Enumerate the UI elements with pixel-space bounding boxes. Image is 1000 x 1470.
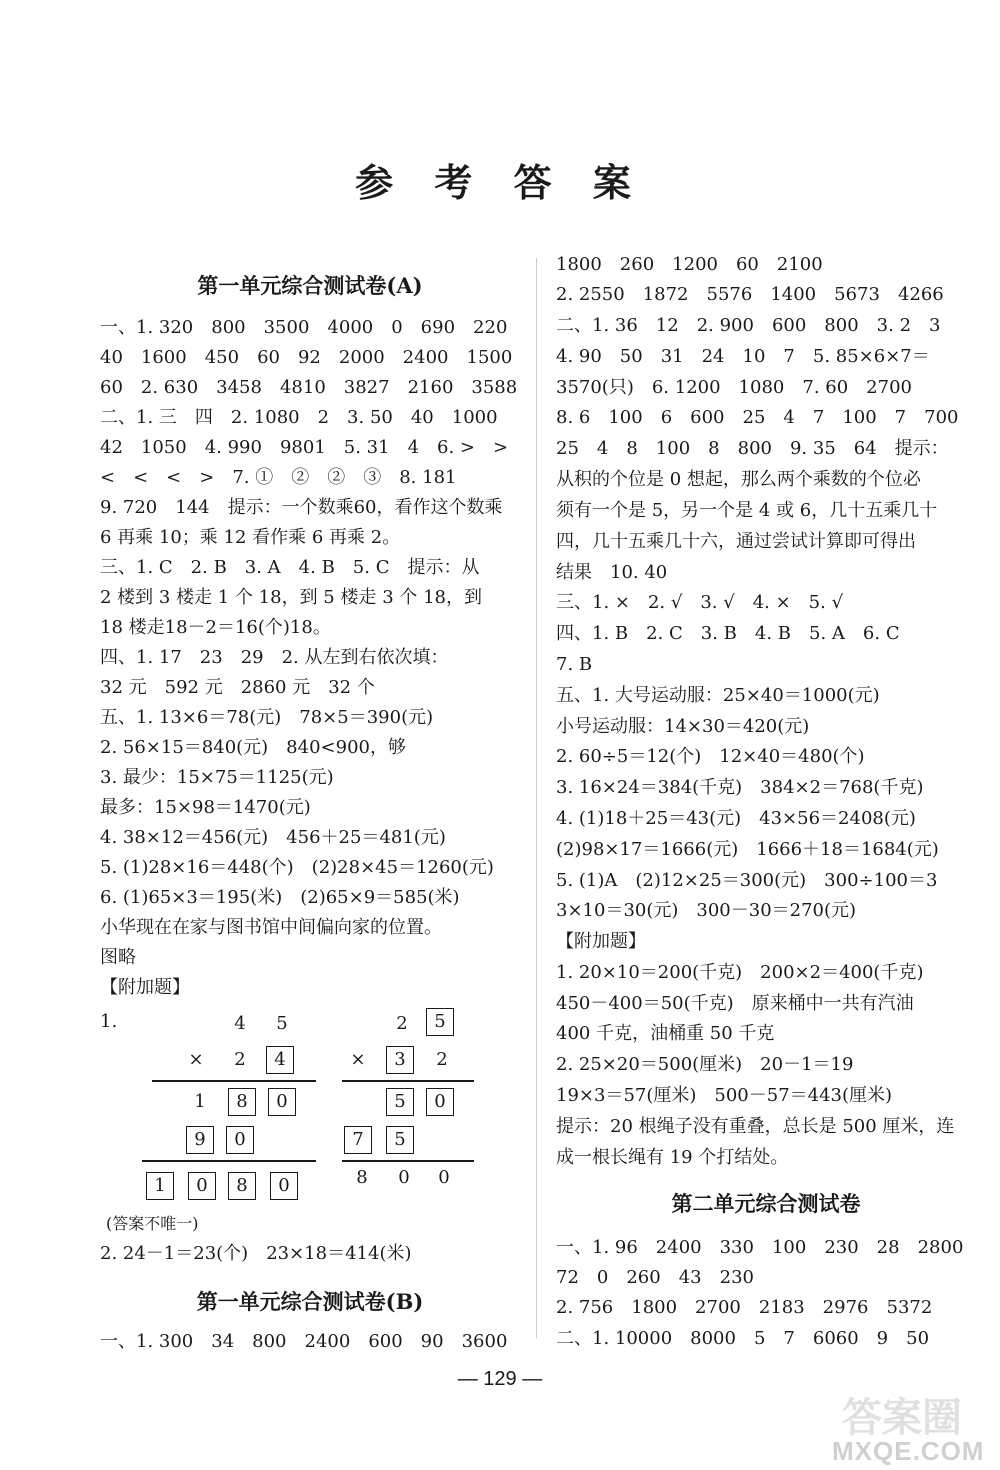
answer-line: 须有一个是 5，另一个是 4 或 6，几十五乘几十: [556, 500, 938, 521]
answer-line: 8. 6 100 6 600 25 4 7 100 7 700: [556, 407, 959, 428]
answer-box: 0: [426, 1088, 454, 1116]
answer-line: 1800 260 1200 60 2100: [556, 254, 823, 275]
watermark-logo: 答案圈: [842, 1395, 962, 1441]
answer-line: 7. B: [556, 654, 593, 675]
page-title: 参 考 答 案: [355, 160, 645, 205]
answer-box: 7: [344, 1126, 372, 1154]
calc-digit: 1: [194, 1091, 206, 1112]
answer-box: 9: [186, 1126, 214, 1154]
section-title-unit2: 第二单元综合测试卷: [671, 1191, 861, 1216]
calc-digit: 4: [234, 1013, 246, 1034]
answer-box: 3: [386, 1046, 414, 1074]
bonus-label: 1.: [100, 1011, 118, 1032]
calc-digit: 0: [398, 1167, 410, 1188]
answer-line: 图略: [100, 947, 136, 968]
answer-line: 五、1. 13×6＝78(元) 78×5＝390(元): [100, 707, 434, 728]
answer-line: 2 楼到 3 楼走 1 个 18，到 5 楼走 3 个 18，到: [100, 587, 483, 608]
answer-line: 2. 24－1＝23(个) 23×18＝414(米): [100, 1243, 412, 1264]
answer-line: 4. (1)18＋25＝43(元) 43×56＝2408(元): [556, 808, 916, 829]
answer-line: 成一根长绳有 19 个打结处。: [556, 1147, 789, 1168]
answer-box: 5: [386, 1126, 414, 1154]
answer-line: 小号运动服：14×30＝420(元): [556, 716, 810, 737]
answer-line: 提示：20 根绳子没有重叠，总长是 500 厘米，连: [556, 1116, 955, 1137]
section-title-unit1-a: 第一单元综合测试卷(A): [197, 273, 423, 298]
calc-rule: [142, 1160, 316, 1162]
answer-box: 0: [226, 1126, 254, 1154]
calc-digit: 5: [276, 1013, 288, 1034]
answer-line: (2)98×17＝1666(元) 1666＋18＝1684(元): [556, 839, 939, 860]
column-divider: [536, 258, 537, 1338]
answer-line: 4. 38×12＝456(元) 456＋25＝481(元): [100, 827, 446, 848]
answer-line: 3570(只) 6. 1200 1080 7. 60 2700: [556, 377, 912, 398]
answer-line: 一、1. 300 34 800 2400 600 90 3600: [100, 1331, 508, 1352]
answer-line: 2. 2550 1872 5576 1400 5673 4266: [556, 284, 944, 305]
answer-box: 8: [228, 1088, 256, 1116]
answer-line: 40 1600 450 60 92 2000 2400 1500: [100, 347, 513, 368]
answer-line: 从积的个位是 0 想起，那么两个乘数的个位必: [556, 469, 921, 490]
answer-line: 最多：15×98＝1470(元): [100, 797, 311, 818]
answer-note: (答案不唯一): [106, 1214, 199, 1233]
answer-line: 400 千克，油桶重 50 千克: [556, 1023, 775, 1044]
answer-box: 5: [386, 1088, 414, 1116]
calc-digit: 2: [234, 1049, 246, 1070]
section-title-unit1-b: 第一单元综合测试卷(B): [196, 1289, 424, 1314]
calc-digit: 8: [356, 1167, 368, 1188]
answer-line: 6. (1)65×3＝195(米) (2)65×9＝585(米): [100, 887, 460, 908]
answer-line: 一、1. 96 2400 330 100 230 28 2800: [556, 1237, 964, 1258]
answer-line: 1. 20×10＝200(千克) 200×2＝400(千克): [556, 962, 924, 983]
multiply-sign: ×: [350, 1049, 366, 1070]
answer-line: 3. 最少：15×75＝1125(元): [100, 767, 334, 788]
answer-box: 8: [228, 1172, 256, 1200]
answer-line: 四、1. B 2. C 3. B 4. B 5. A 6. C: [556, 623, 900, 644]
answer-box: 0: [188, 1172, 216, 1200]
answer-line: 二、1. 三 四 2. 1080 2 3. 50 40 1000: [100, 407, 498, 428]
answer-box: 5: [426, 1008, 454, 1036]
multiply-sign: ×: [188, 1049, 204, 1070]
answer-line: 72 0 260 43 230: [556, 1267, 754, 1288]
answer-line: 19×3＝57(厘米) 500－57＝443(厘米): [556, 1085, 893, 1106]
answer-line: 3. 16×24＝384(千克) 384×2＝768(千克): [556, 777, 924, 798]
answer-box: 0: [268, 1088, 296, 1116]
answer-line: < < < > 7. ① ② ② ③ 8. 181: [100, 467, 457, 488]
answer-line: 9. 720 144 提示：一个数乘60，看作这个数乘: [100, 497, 503, 518]
answer-line: 6 再乘 10；乘 12 看作乘 6 再乘 2。: [100, 527, 401, 548]
answer-line: 二、1. 36 12 2. 900 600 800 3. 2 3: [556, 315, 941, 336]
answer-line: 一、1. 320 800 3500 4000 0 690 220: [100, 317, 508, 338]
answer-line: 小华现在在家与图书馆中间偏向家的位置。: [100, 917, 442, 938]
answer-line: 32 元 592 元 2860 元 32 个: [100, 677, 375, 698]
answer-box: 4: [266, 1046, 294, 1074]
calc-digit: 0: [438, 1167, 450, 1188]
answer-line: 25 4 8 100 8 800 9. 35 64 提示：: [556, 438, 949, 459]
answer-line: 【附加题】: [100, 977, 190, 998]
calc-digit: 2: [396, 1013, 408, 1034]
answer-line: 结果 10. 40: [556, 562, 668, 583]
answer-line: 4. 90 50 31 24 10 7 5. 85×6×7＝: [556, 346, 930, 367]
answer-line: 2. 60÷5＝12(个) 12×40＝480(个): [556, 746, 865, 767]
answer-line: 5. (1)A (2)12×25＝300(元) 300÷100＝3: [556, 870, 938, 891]
answer-line: 450－400＝50(千克) 原来桶中一共有汽油: [556, 993, 914, 1014]
answer-line: 二、1. 10000 8000 5 7 6060 9 50: [556, 1328, 930, 1349]
answer-box: 0: [270, 1172, 298, 1200]
calc-rule: [342, 1160, 474, 1162]
answer-line: 2. 56×15＝840(元) 840<900，够: [100, 737, 406, 758]
answer-box: 1: [146, 1172, 174, 1200]
answer-line: 2. 25×20＝500(厘米) 20－1＝19: [556, 1054, 854, 1075]
answer-line: 四，几十五乘几十六，通过尝试计算即可得出: [556, 531, 916, 552]
answer-line: 三、1. × 2. √ 3. √ 4. × 5. √: [556, 592, 844, 613]
answer-line: 3×10＝30(元) 300－30＝270(元): [556, 900, 857, 921]
answer-line: 五、1. 大号运动服：25×40＝1000(元): [556, 685, 880, 706]
answer-line: 2. 756 1800 2700 2183 2976 5372: [556, 1297, 933, 1318]
watermark-url: MXQE.COM: [832, 1436, 985, 1466]
calc-rule: [342, 1080, 474, 1082]
answer-line: 60 2. 630 3458 4810 3827 2160 3588: [100, 377, 518, 398]
answer-line: 四、1. 17 23 29 2. 从左到右依次填：: [100, 647, 449, 668]
page-number: — 129 —: [457, 1368, 543, 1390]
calc-digit: 2: [436, 1049, 448, 1070]
answer-line: 18 楼走18－2＝16(个)18。: [100, 617, 331, 638]
answer-line: 【附加题】: [556, 931, 646, 952]
calc-rule: [152, 1080, 316, 1082]
answer-line: 5. (1)28×16＝448(个) (2)28×45＝1260(元): [100, 857, 494, 878]
answer-line: 42 1050 4. 990 9801 5. 31 4 6. > >: [100, 437, 509, 458]
answer-line: 三、1. C 2. B 3. A 4. B 5. C 提示：从: [100, 557, 480, 578]
